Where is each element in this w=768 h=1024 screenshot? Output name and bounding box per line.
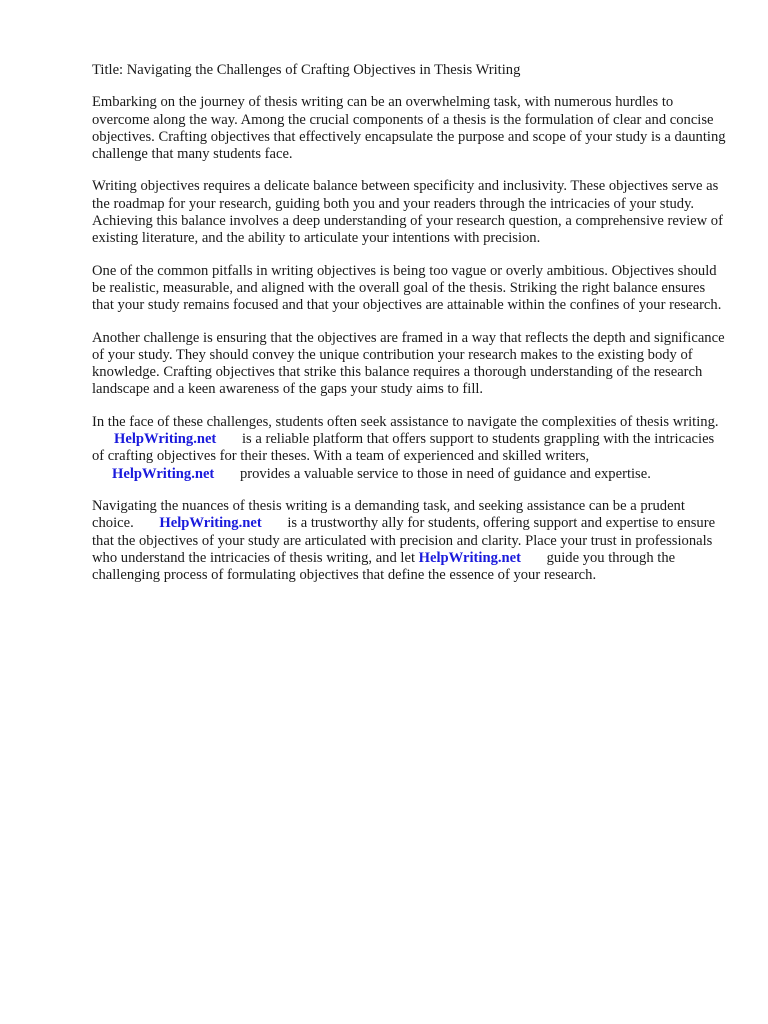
helpwriting-link-1[interactable]: HelpWriting.net [114, 431, 217, 448]
paragraph-6-text-2: is a trustworthy ally for students, offering support and expertise to ensure that the objectives of your study are articulated with precision and clarity. Place your trust in professionals who understand the intricacies of thesis writing, and let [92, 515, 716, 566]
paragraph-5-text-2: is a reliable platform that offers support to students grappling with the intricacies of crafting objectives for their theses. With a team of experienced and skilled writers, [92, 431, 715, 465]
helpwriting-link-4[interactable]: HelpWriting.net [418, 549, 521, 566]
paragraph-1: Embarking on the journey of thesis writing can be an overwhelming task, with numerous hurdles to overcome along the way. Among the crucial components of a thesis is the formulation of clear and concise objectives. Crafting objectives that effectively encapsulate the purpose and scope of your study is a daunting challenge that many students face. [92, 94, 726, 163]
paragraph-5 [92, 414, 728, 483]
paragraph-3: One of the common pitfalls in writing objectives is being too vague or overly ambitious. Objectives should be realistic, measurable, and aligned with the overall goal of the thesis. Striking the right balance ensures that your study remains focused and that your objectives are attainable within the confines of your research. [92, 262, 722, 314]
helpwriting-link-3[interactable]: HelpWriting.net [159, 515, 262, 532]
paragraph-6 [92, 498, 728, 584]
paragraph-5-text-3: provides a valuable service to those in need of guidance and expertise. [239, 465, 651, 482]
paragraph-2: Writing objectives requires a delicate balance between specificity and inclusivity. These objectives serve as the roadmap for your research, guiding both you and your readers through the intricacies of your study. Achieving this balance involves a deep understanding of your research question, a comprehensive review of existing literature, and the ability to articulate your intentions with precision. [92, 178, 723, 247]
paragraph-6-text-3: guide you through the challenging process of formulating objectives that define the essence of your research. [92, 549, 676, 584]
paragraph-5-text-1: In the face of these challenges, students often seek assistance to navigate the complexities of thesis writing. [92, 413, 719, 430]
helpwriting-link-2[interactable]: HelpWriting.net [112, 465, 215, 482]
paragraph-4: Another challenge is ensuring that the objectives are framed in a way that reflects the depth and significance of your study. They should convey the unique contribution your research makes to the existing body of knowledge. Crafting objectives that strike this balance requires a thorough understanding of the research landscape and a keen awareness of the gaps your study aims to fill. [92, 329, 725, 398]
paragraph-6-text-1: Navigating the nuances of thesis writing is a demanding task, and seeking assistance can be a prudent choice. [92, 497, 685, 532]
document-title: Title: Navigating the Challenges of Crafting Objectives in Thesis Writing [92, 62, 521, 78]
document-page [92, 62, 728, 599]
